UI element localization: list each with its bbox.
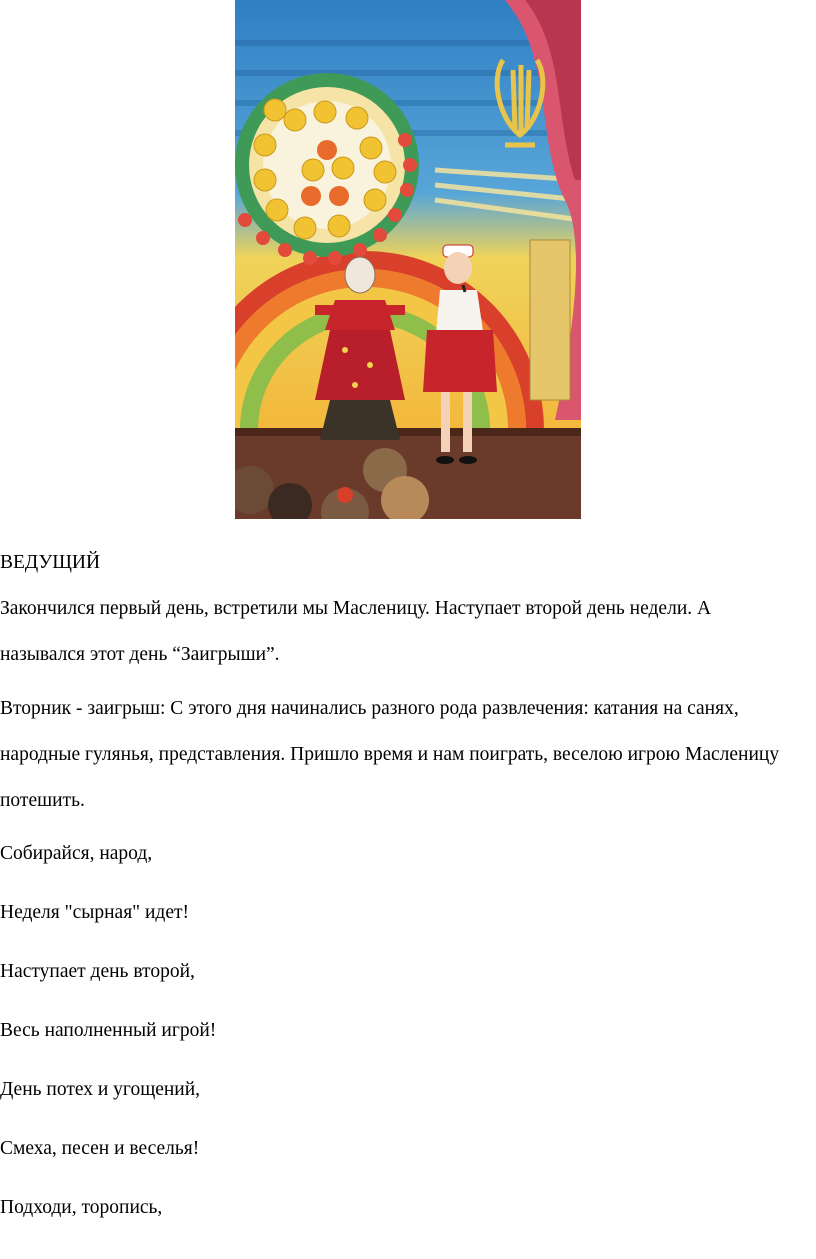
verse-line: Неделя "сырная" идет! [0,902,190,923]
stage-photo [235,0,581,519]
paragraph-2: Вторник - заигрыш: С этого дня начинались разного рода развлечения: катания на санях, народные гулянья, представления. Пришло время и нам поиграть, веселою игрою Масленицу потешить. [0,698,780,811]
verse-line: Наступает день второй, [0,961,195,982]
photo-illustration [235,0,581,519]
speaker-heading: ВЕДУЩИЙ [0,552,101,573]
verse-line: День потех и угощений, [0,1079,201,1100]
verse-line: Собирайся, народ, [0,843,153,864]
verse-line: Смеха, песен и веселья! [0,1138,200,1159]
verse-line: Весь наполненный игрой! [0,1020,217,1041]
paragraph-1: Закончился первый день, встретили мы Масленицу. Наступает второй день недели. А назывался этот день “Заигрыши”. [0,598,712,665]
verse-line: Подходи, торопись, [0,1197,163,1218]
